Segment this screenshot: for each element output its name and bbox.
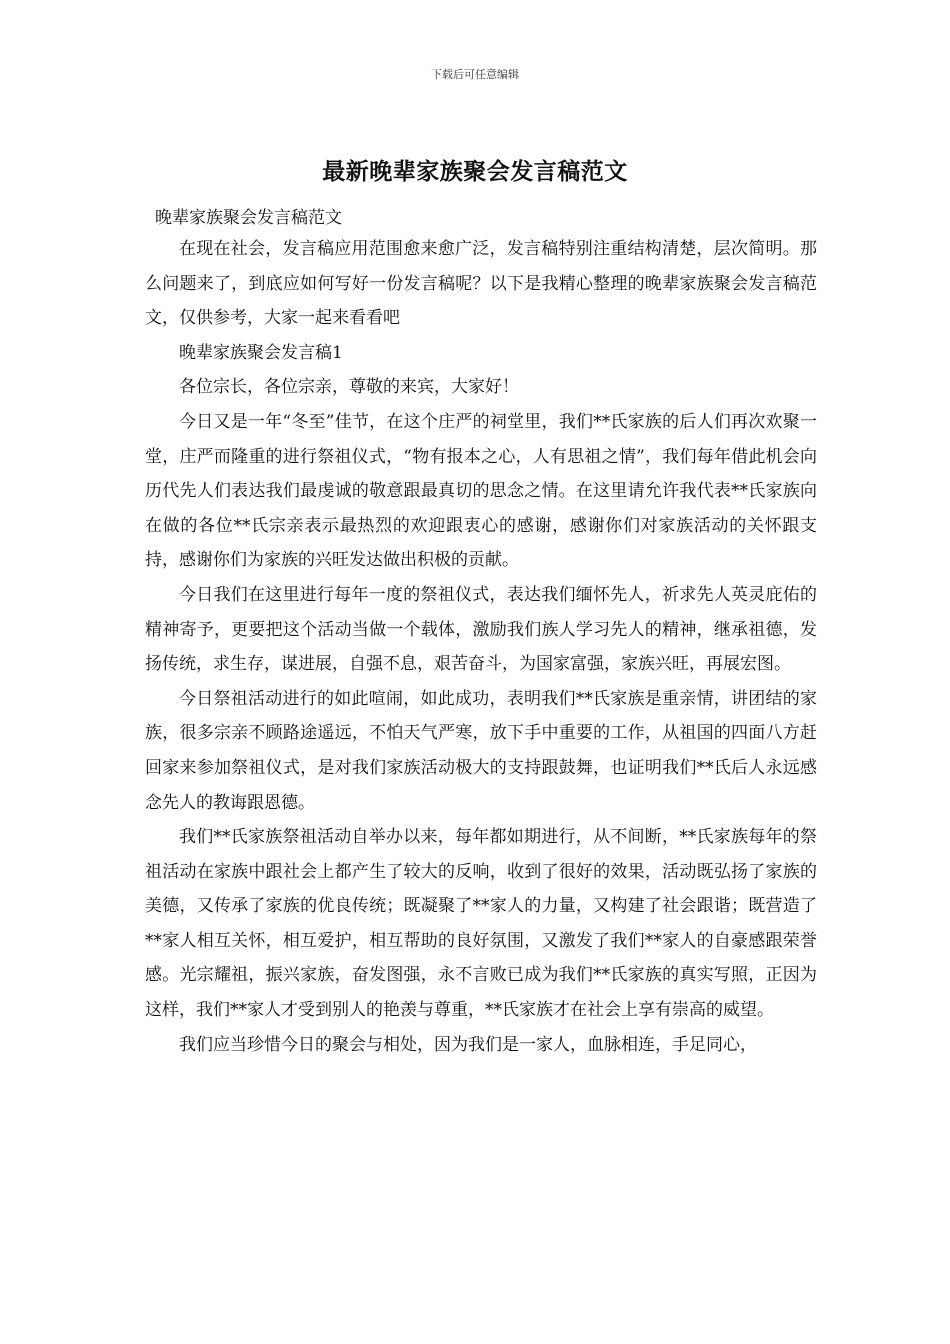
paragraph: 今日祭祖活动进行的如此喧闹，如此成功，表明我们**氏家族是重亲情，讲团结的家族，很多宗亲不顾路途遥远，不怕天气严寒，放下手中重要的工作，从祖国的四面八方赶回家来参加祭祖仪式，是对我们家族活动极大的支持跟鼓舞，也证明我们**氏后人永远感念先人的教诲跟恩德。 — [145, 688, 817, 813]
document-subtitle: 晚辈家族聚会发言稿范文 — [155, 208, 342, 228]
paragraph-intro: 在现在社会，发言稿应用范围愈来愈广泛，发言稿特别注重结构清楚，层次简明。那么问题来了，到底应如何写好一份发言稿呢？以下是我精心整理的晚辈家族聚会发言稿范文，仅供参考，大家一起来看看吧 — [145, 239, 817, 329]
paragraph: 今日我们在这里进行每年一度的祭祖仪式，表达我们缅怀先人，祈求先人英灵庇佑的精神寄予，更要把这个活动当做一个载体，激励我们族人学习先人的精神，继承祖德，发扬传统，求生存，谋进展，自强不息，艰苦奋斗，为国家富强，家族兴旺，再展宏图。 — [145, 584, 817, 675]
paragraph-greeting: 各位宗长，各位宗亲，尊敬的来宾，大家好！ — [179, 377, 519, 398]
document-body — [145, 232, 817, 1062]
paragraph: 我们应当珍惜今日的聚会与相处，因为我们是一家人，血脉相连，手足同心， — [179, 1034, 757, 1055]
paragraph: 我们**氏家族祭祖活动自举办以来，每年都如期进行，从不间断，**氏家族每年的祭祖活动在家族中跟社会上都产生了较大的反响，收到了很好的效果，活动既弘扬了家族的美德，又传承了家族的优良传统；既凝聚了**家人的力量，又构建了社会跟谐；既营造了**家人相互关怀，相互爱护，相互帮助的良好氛围，又激发了我们**家人的自豪感跟荣誉感。光宗耀祖，振兴家族，奋发图强，永不言败已成为我们**氏家族的真实写照，正因为这样，我们**家人才受到别人的艳羡与尊重，**氏家族才在社会上享有崇高的威望。 — [145, 827, 817, 1021]
paragraph: 今日又是一年“冬至”佳节，在这个庄严的祠堂里，我们**氏家族的后人们再次欢聚一堂，庄严而隆重的进行祭祖仪式，“物有报本之心，人有思祖之情”，我们每年借此机会向历代先人们表达我们最虔诚的敬意跟最真切的思念之情。在这里请允许我代表**氏家族向在做的各位**氏宗亲表示最热烈的欢迎跟衷心的感谢，感谢你们对家族活动的关怀跟支持，感谢你们为家族的兴旺发达做出积极的贡献。 — [145, 411, 817, 571]
header-note: 下载后可任意编辑 — [431, 68, 519, 81]
paragraph-heading-speech-1: 晚辈家族聚会发言稿1 — [179, 342, 343, 363]
document-title: 最新晚辈家族聚会发言稿范文 — [322, 158, 628, 185]
